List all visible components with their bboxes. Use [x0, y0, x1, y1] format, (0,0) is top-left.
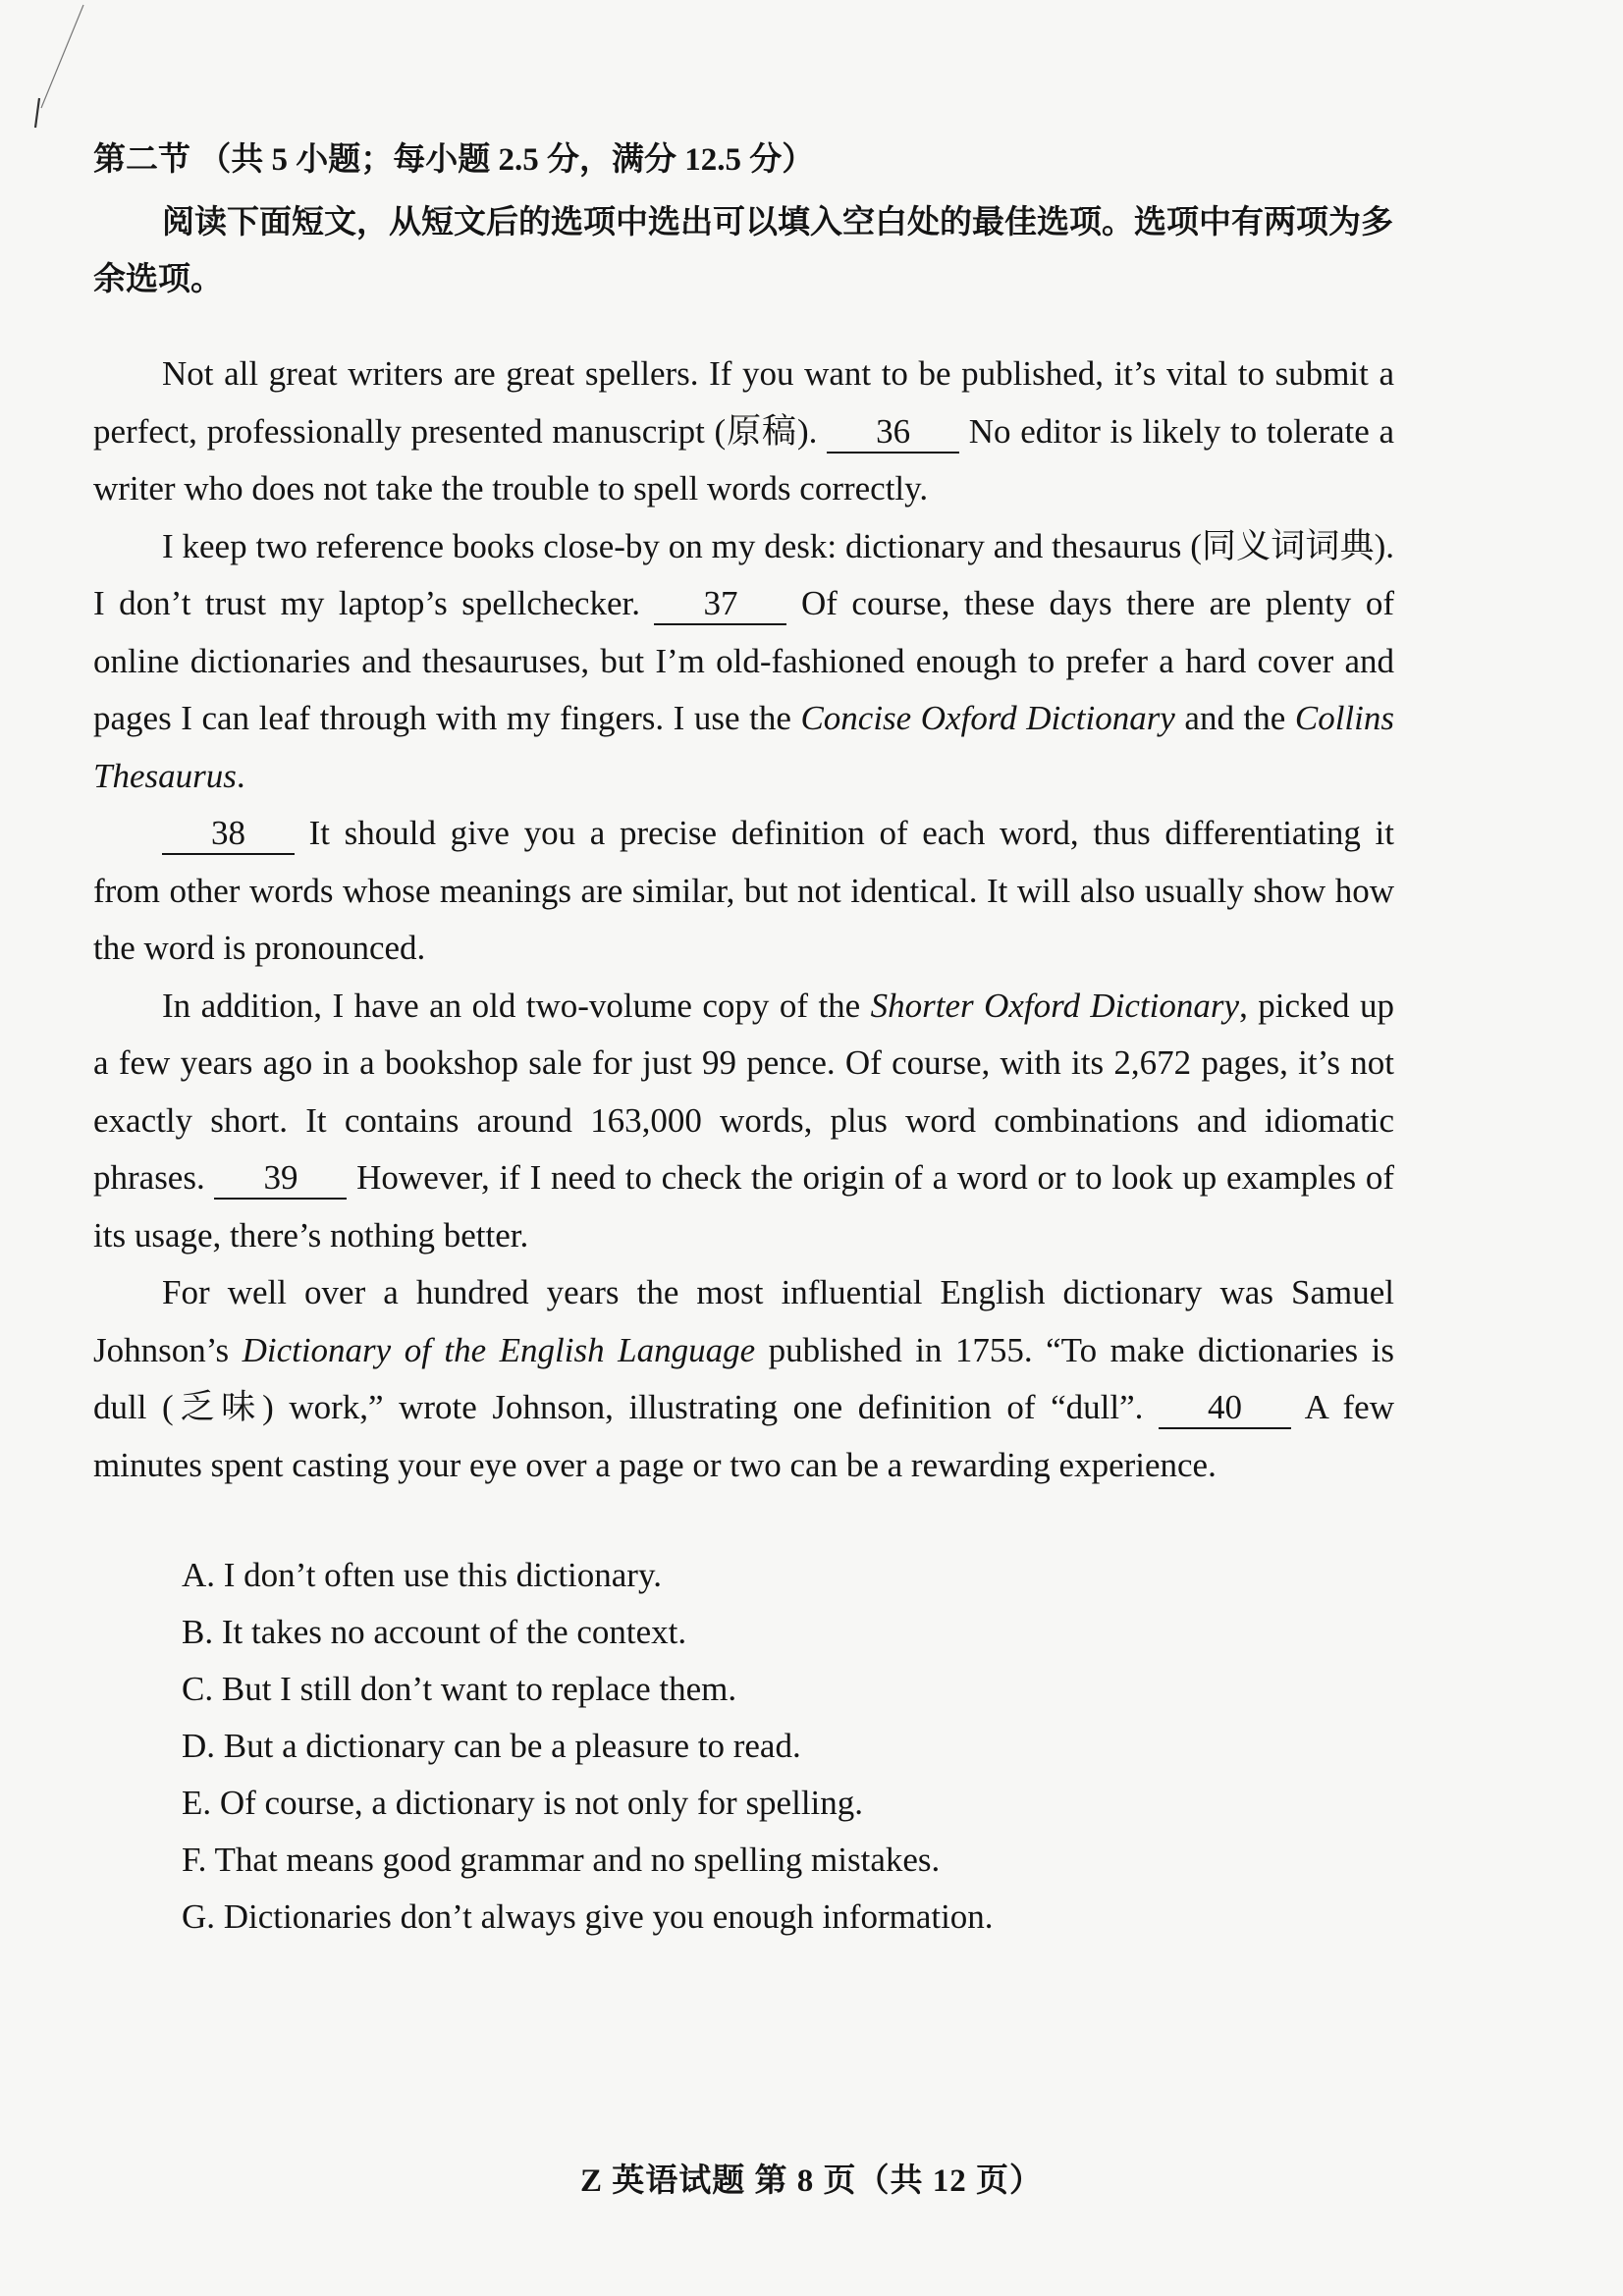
passage-paragraph-3: 38 It should give you a precise definition of each word, thus differentiating it from other words whose meanings are similar, but not identical. It will also usually show how the word is pronounced.	[93, 814, 1394, 967]
blank-36: 36	[827, 412, 959, 454]
blank-39: 39	[214, 1158, 347, 1200]
page-footer: Z 英语试题 第 8 页（共 12 页）	[579, 2163, 1043, 2199]
blank-40: 40	[1159, 1388, 1291, 1429]
exam-page	[93, 137, 1394, 1946]
option-b: B. It takes no account of the context.	[182, 1613, 687, 1651]
blank-37: 37	[654, 584, 786, 625]
passage	[93, 346, 1394, 1494]
passage-paragraph-4: In addition, I have an old two-volume copy of the Shorter Oxford Dictionary, picked up a few years ago in a bookshop sale for just 99 pence. Of course, with its 2,672 pages, it’s not exactly short. It contains around 163,000 words, plus word combinations and idiomatic phrases. 39 However, if I need to check the origin of a word or to look up examples of its usage, there’s nothing better.	[93, 986, 1395, 1255]
book-title: Dictionary of the English Language	[242, 1330, 756, 1369]
book-title: Concise Oxford Dictionary	[800, 699, 1175, 737]
option-g: G. Dictionaries don’t always give you enough information.	[182, 1897, 994, 1936]
scan-edge-mark	[29, 0, 88, 137]
blank-38: 38	[162, 814, 295, 855]
option-e: E. Of course, a dictionary is not only for spelling.	[182, 1784, 864, 1822]
section-title: 第二节 （共 5 小题；每小题 2.5 分，满分 12.5 分）	[93, 142, 815, 178]
passage-paragraph-2: I keep two reference books close-by on my desk: dictionary and thesaurus (同义词词典). I don’t trust my laptop’s spellchecker. 37 Of course, these days there are plenty of online dictionaries and thesauruses, but I’m old-fashioned enough to prefer a hard cover and pages I can leaf through with my fingers. I use the Concise Oxford Dictionary and the Collins Thesaurus.	[93, 526, 1394, 795]
option-f: F. That means good grammar and no spelling mistakes.	[182, 1841, 941, 1879]
book-title: Shorter Oxford Dictionary	[870, 986, 1240, 1025]
section-instruction: 阅读下面短文，从短文后的选项中选出可以填入空白处的最佳选项。选项中有两项为多余选项。	[93, 205, 1393, 297]
option-d: D. But a dictionary can be a pleasure to read.	[182, 1727, 801, 1765]
option-c: C. But I still don’t want to replace them.	[182, 1670, 737, 1708]
passage-paragraph-1: Not all great writers are great spellers. If you want to be published, it’s vital to submit a perfect, professionally presented manuscript (原稿). 36 No editor is likely to tolerate a writer who does not take the trouble to spell words correctly.	[93, 354, 1395, 507]
answer-options	[182, 1547, 1394, 1946]
option-a: A. I don’t often use this dictionary.	[182, 1556, 662, 1594]
passage-paragraph-5: For well over a hundred years the most influential English dictionary was Samuel Johnson’s Dictionary of the English Language published in 1755. “To make dictionaries is dull (乏味) work,” wrote Johnson, illustrating one definition of “dull”. 40 A few minutes spent casting your eye over a page or two can be a rewarding experience.	[93, 1273, 1394, 1484]
book-title: Collins Thesaurus	[93, 699, 1394, 795]
